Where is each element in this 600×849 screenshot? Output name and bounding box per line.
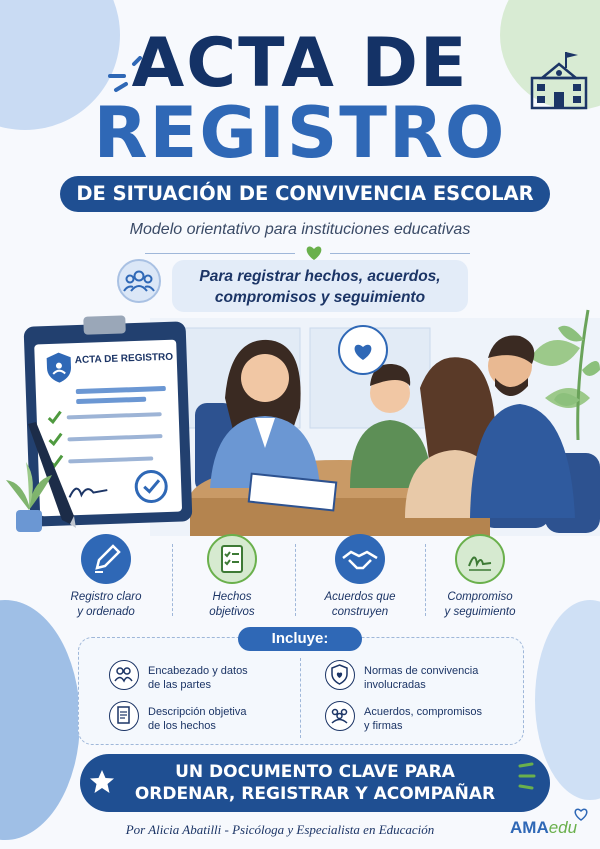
feature-compromiso-line-1: Compromiso	[447, 591, 513, 603]
meeting-illustration	[150, 318, 600, 536]
feature-hechos-line-1: Hechos	[212, 591, 252, 603]
includes-item-line-1: Encabezado y datos	[148, 665, 248, 677]
group-icon	[325, 701, 355, 731]
shield-icon	[325, 660, 355, 690]
star-icon	[88, 768, 116, 796]
feature-acuerdos	[305, 534, 415, 620]
handshake-icon	[335, 534, 385, 584]
feature-registro-line-2: y ordenado	[77, 606, 135, 618]
pencil-icon	[81, 534, 131, 584]
badge-shield-icon	[44, 351, 73, 384]
includes-item-descripcion	[148, 705, 318, 733]
divider-left	[145, 253, 295, 254]
feature-hechos	[177, 534, 287, 620]
plant-left-icon	[4, 450, 54, 535]
brand-logo	[510, 818, 577, 838]
feature-compromiso-line-2: y seguimiento	[444, 606, 516, 618]
includes-item-normas	[364, 664, 534, 692]
feature-compromiso	[425, 534, 535, 620]
feature-separator-1	[172, 544, 173, 616]
brand-main: AMA	[510, 818, 549, 837]
people-circle-icon	[117, 259, 161, 303]
includes-item-encabezado	[148, 664, 318, 692]
includes-item-line-2: de las partes	[148, 679, 211, 691]
includes-item-line-1: Normas de convivencia	[364, 665, 479, 677]
sparkle-right-icon	[516, 762, 538, 790]
includes-item-line-2: de los hechos	[148, 720, 216, 732]
author-credit: Por Alicia Abatilli - Psicóloga y Especialista en Educación	[125, 822, 435, 837]
purpose-line-1: Para registrar hechos, acuerdos,	[199, 268, 441, 285]
includes-item-line-2: y firmas	[364, 720, 403, 732]
subtitle-banner: DE SITUACIÓN DE CONVIVENCIA ESCOLAR	[60, 176, 550, 212]
subtitle: Modelo orientativo para instituciones educativas	[129, 221, 471, 238]
title-line-1: ACTA DE	[131, 24, 469, 103]
feature-registro	[51, 534, 161, 620]
includes-title	[238, 627, 362, 651]
footer-banner	[80, 754, 550, 812]
includes-item-line-1: Acuerdos, compromisos	[364, 706, 482, 718]
feature-registro-line-1: Registro claro	[70, 591, 142, 603]
title-line-2: REGISTRO	[93, 92, 507, 174]
feature-acuerdos-line-1: Acuerdos que	[324, 591, 396, 603]
feature-acuerdos-line-2: construyen	[331, 606, 389, 618]
checklist-icon	[207, 534, 257, 584]
includes-item-acuerdos	[364, 705, 534, 733]
divider-right	[330, 253, 470, 254]
signature-icon	[455, 534, 505, 584]
purpose-box	[172, 260, 468, 312]
brand-heart-icon	[574, 808, 588, 821]
includes-title-text: Incluye:	[271, 630, 329, 647]
plant-right-icon	[548, 300, 600, 440]
feature-separator-2	[295, 544, 296, 616]
clipboard-clip	[83, 315, 126, 334]
includes-item-line-2: involucradas	[364, 679, 426, 691]
footer-line-1: UN DOCUMENTO CLAVE PARA	[175, 762, 455, 782]
footer-line-2: ORDENAR, REGISTRAR Y ACOMPAÑAR	[134, 784, 496, 804]
clipboard-title: ACTA DE REGISTRO	[74, 351, 174, 367]
document-icon	[109, 701, 139, 731]
feature-hechos-line-2: objetivos	[209, 606, 255, 618]
brand-accent: edu	[548, 818, 578, 837]
bg-blob-bottom-left	[0, 600, 80, 840]
purpose-line-2: compromisos y seguimiento	[214, 289, 426, 306]
people-icon	[109, 660, 139, 690]
includes-item-line-1: Descripción objetiva	[148, 706, 247, 718]
heart-icon	[305, 245, 323, 261]
